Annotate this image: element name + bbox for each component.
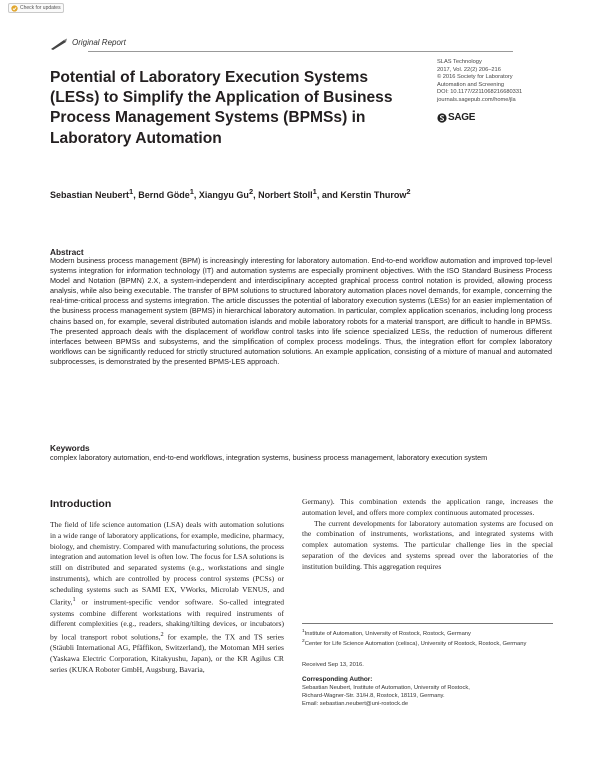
introduction-heading: Introduction bbox=[50, 498, 112, 510]
affiliation-mark: 1 bbox=[302, 629, 305, 634]
affiliation-item bbox=[302, 628, 553, 638]
affiliation-mark: 2 bbox=[302, 639, 305, 645]
journal-society: Automation and Screening bbox=[437, 81, 505, 88]
corresponding-author-email[interactable]: Email: sebastian.neubert@uni-rostock.de bbox=[302, 701, 409, 708]
author-affiliation-mark: 1 bbox=[189, 187, 194, 196]
abstract-heading: Abstract bbox=[50, 247, 84, 257]
author-name: Sebastian Neubert bbox=[50, 190, 130, 200]
author-affiliation-mark: 1 bbox=[312, 187, 317, 196]
author-affiliation-mark: 2 bbox=[406, 187, 411, 196]
journal-name: SLAS Technology bbox=[437, 59, 482, 65]
intro-paragraph: The current developments for laboratory automation systems are focused on the combination of instruments, workstations, and integrated systems with complex automation systems. The particular challenge lies in the special separation of the devices and systems spread over the laboratories of the institution building. This aggregation requires bbox=[302, 518, 553, 571]
corresponding-author-line: Sebastian Neubert, Institute of Automation, University of Rostock, bbox=[302, 685, 470, 691]
journal-copyright: © 2016 Society for Laboratory bbox=[437, 74, 513, 80]
author-separator: , bbox=[253, 190, 259, 200]
intro-text: The field of life science automation (LSA) deals with automation solutions in a wide range of laboratory applications, for example, medicine, pharmacy, biology, and chemistry. Compared with manufacturing solutions, the process integration and automation level is often low. The focus for LSA solutions is still on distributed and separated systems (e.g., workstations and single instruments), which are controlled by process control systems (PCSs) or scheduling systems such as SAMI EX, VWorks, Microlab VENUS, and Clarity, bbox=[50, 520, 284, 607]
keywords-text: complex laboratory automation, end-to-end workflows, integration systems, business process management, laboratory execution system bbox=[50, 453, 488, 462]
reference-mark[interactable]: 2 bbox=[160, 631, 164, 639]
intro-text: for example, the TX and TS series (Stäubli International AG, Pfäffikon, Switzerland), the Motoman MH series (Yaskawa Electric Corporation, Kitakyushu, Japan), or the KR Agilus CR series (KUKA Roboter GmbH, Augsburg, Bavaria, bbox=[50, 632, 284, 674]
author-list bbox=[50, 184, 430, 203]
keywords-heading: Keywords bbox=[50, 443, 90, 453]
corresponding-author-heading: Corresponding Author: bbox=[302, 676, 373, 683]
corresponding-author-details bbox=[302, 684, 553, 709]
affiliation-item bbox=[302, 638, 553, 648]
introduction-column-left bbox=[50, 520, 284, 676]
affiliations bbox=[302, 628, 553, 649]
journal-volume: 2017, Vol. 22(2) 206–216 bbox=[437, 66, 501, 73]
affiliation-text: Center for Life Science Automation (celisca), University of Rostock, Rostock, Germany bbox=[304, 641, 527, 648]
author-name: Norbert Stoll bbox=[258, 190, 313, 200]
journal-doi[interactable]: DOI: 10.1177/2211068216680331 bbox=[437, 89, 523, 95]
check-for-updates-badge[interactable] bbox=[8, 3, 64, 13]
author-separator: , bbox=[133, 190, 139, 200]
report-pen-icon bbox=[50, 38, 68, 50]
introduction-column-right bbox=[302, 497, 553, 572]
affiliation-text: Institute of Automation, University of Rostock, Rostock, Germany bbox=[304, 630, 471, 637]
article-type-label: Original Report bbox=[72, 38, 126, 47]
badge-label: Check for updates bbox=[20, 5, 61, 11]
author-affiliation-mark: 2 bbox=[248, 187, 254, 196]
abstract-text: Modern business process management (BPM) is increasingly interesting for laboratory automation. End-to-end workflow automation and improved top-level systems integration for information technology (IT) and automation systems are especially prominent objectives. With the ISO Standard Business Process Model and Notation (BPMN) 2.X, a system-independent and interdisciplinary accepted graphical process control notation is provided, allowing process analysis, while also being executable. The transfer of BPM solutions to structured laboratory automation places novel demands, for example, concerning the real-time-critical process and systems integration. The article discusses the potential of laboratory execution systems (LESs) for an easier implementation of the business process management system (BPMS) in hierarchical laboratory automation. In particular, complex application scenarios, including long process chains based on, for example, several distributed automation islands and mobile laboratory robots for a material transport, are difficult to handle in BPMSs. The presented approach deals with the displacement of workflow control tasks into life science specialized LESs, the reduction of numerous different interfaces between BPMSs and subsystems, and the simplification of complex process modelings. Thus, the integration effort for complex laboratory workflows can be significantly reduced for strictly structured automation solutions. An example application, consisting of a mixture of manual and automated subprocesses, is demonstrated by the presented BPMS-LES approach. bbox=[50, 256, 552, 366]
article-title: Potential of Laboratory Execution Systems (LESs) to Simplify the Application of Business Process Management Systems (BPMSs) in Laboratory Automation bbox=[50, 69, 393, 147]
journal-meta bbox=[437, 59, 555, 104]
author-name: Xiangyu Gu bbox=[198, 190, 249, 200]
received-date: Received Sep 13, 2016. bbox=[302, 662, 364, 668]
author-name: Kerstin Thurow bbox=[340, 190, 407, 200]
intro-paragraph: Germany). This combination extends the application range, increases the automation level, and offers more complex continuous automated processes. bbox=[302, 497, 553, 517]
publisher-name: SAGE bbox=[448, 112, 476, 123]
reference-mark[interactable]: 1 bbox=[72, 596, 76, 604]
author-affiliation-mark: 1 bbox=[129, 187, 134, 196]
author-name: Bernd Göde bbox=[138, 190, 190, 200]
publisher-logo bbox=[437, 112, 475, 123]
intro-text: or instrument-specific vendor software. So-called integrated systems combine different workstations with required instruments of different complexities (e.g., readers, shaking/tilting devices, or incubators) by local transport robot solutions, bbox=[50, 597, 284, 642]
sage-logo-icon bbox=[437, 113, 447, 123]
header-rule bbox=[88, 51, 513, 52]
corresponding-author-line: Richard-Wagner-Str. 31/H.8, Rostock, 18119, Germany. bbox=[302, 693, 445, 700]
update-check-icon bbox=[11, 5, 18, 12]
author-separator: , bbox=[193, 190, 199, 200]
journal-url[interactable]: journals.sagepub.com/home/jla bbox=[437, 96, 516, 103]
author-conjunction: , and bbox=[316, 190, 341, 200]
footnote-rule bbox=[302, 623, 553, 624]
